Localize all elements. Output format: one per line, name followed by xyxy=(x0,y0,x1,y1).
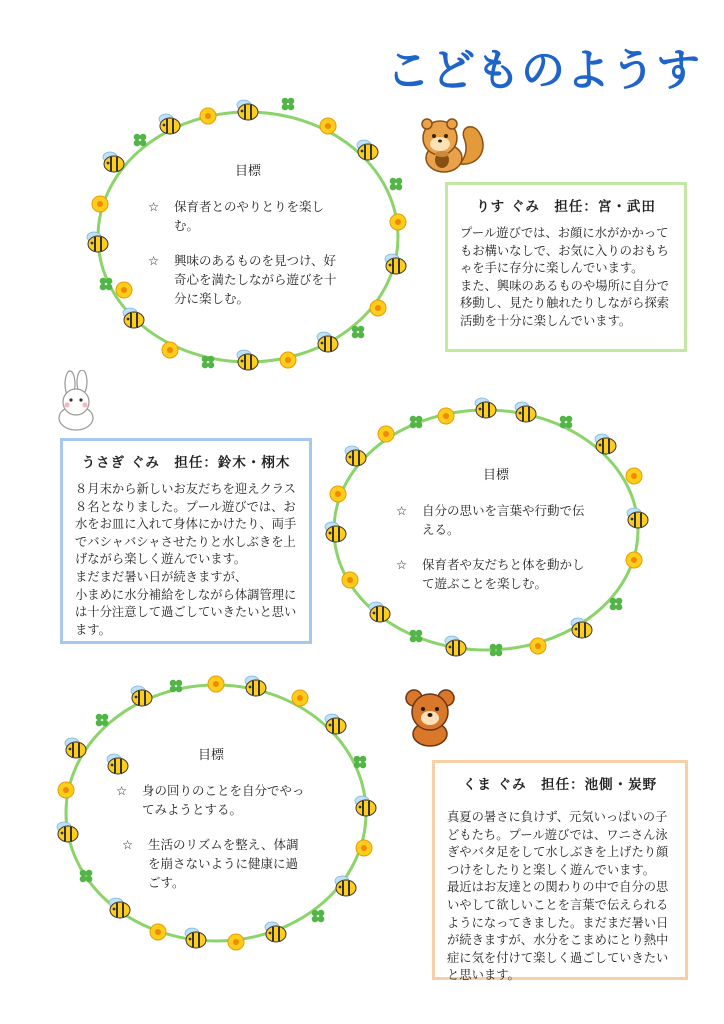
star-icon: ☆ xyxy=(116,783,128,798)
report-paragraph: 最近はお友達との関わりの中で自分の思いやして欲しいことを言葉で伝えられるようになってきました。まだまだ暑い日が続きますが、水分をこまめにとり熱中症に気を付けて楽しく過ごしていきたいと思います。 xyxy=(447,880,669,983)
report-paragraph: 真夏の暑さに負けず、元気いっぱいの子どもたち。プール遊びでは、ワニさん泳ぎやバタ足をして水しぶきを上げたり顔つけをしたりと楽しく遊んでいます。 xyxy=(447,810,669,877)
goal-text: 生活のリズムを整え、体調を崩さないように健康に過ごす。 xyxy=(148,837,299,890)
kuma-goals xyxy=(116,746,306,908)
report-paragraph: プール遊びでは、お顔に水がかかってもお構いなしで、お気に入りのおもちゃを手に存分に楽しんでいます。 xyxy=(460,226,669,276)
goal-text: 保育者や友だちと体を動かして遊ぶことを楽しむ。 xyxy=(422,557,585,591)
star-icon: ☆ xyxy=(148,199,160,214)
goals-heading: 目標 xyxy=(234,164,261,179)
class-header: りす ぐみ 担任：宮・武田 xyxy=(476,199,656,215)
goal-text: 保育者とのやりとりを楽しむ。 xyxy=(174,199,325,233)
report-paragraph: また、興味のあるものや場所に自分で移動し、見たり触れたりしながら探索活動を十分に楽しんでいます。 xyxy=(460,278,670,328)
goal-item xyxy=(148,197,348,235)
goal-item xyxy=(396,555,596,593)
report-paragraph: 小まめに水分補給をしながら体調管理には十分注意して過ごしていきたいと思います。 xyxy=(75,587,297,637)
class-header: うさぎ ぐみ 担任：鈴木・栩木 xyxy=(81,455,291,471)
risu-class-box xyxy=(445,182,687,352)
class-report xyxy=(75,481,297,639)
goal-item xyxy=(116,835,306,892)
goal-item xyxy=(396,501,596,539)
star-icon: ☆ xyxy=(396,557,408,572)
star-icon: ☆ xyxy=(122,837,134,852)
risu-goals xyxy=(148,162,348,324)
goal-item xyxy=(148,251,348,308)
star-icon: ☆ xyxy=(148,253,160,268)
usagi-class-box xyxy=(60,438,312,644)
usagi-goals xyxy=(396,466,596,609)
star-icon: ☆ xyxy=(396,503,408,518)
goals-heading: 目標 xyxy=(482,468,509,483)
squirrel-icon xyxy=(414,114,492,176)
page-title: こどものようす xyxy=(386,45,701,96)
class-report xyxy=(460,225,672,331)
bear-icon xyxy=(402,686,460,748)
class-report xyxy=(447,809,673,985)
report-paragraph: ８月末から新しいお友だちを迎えクラス８名となりました。プール遊びでは、お水をお皿に入れて身体にかけたり、両手でバシャバシャさせたりと水しぶきを上げながら楽しく遊んでいます。 xyxy=(75,482,297,567)
goal-text: 身の回りのことを自分でやってみようとする。 xyxy=(142,783,305,817)
goal-item xyxy=(116,781,306,819)
goal-text: 自分の思いを言葉や行動で伝える。 xyxy=(422,503,585,537)
goals-heading: 目標 xyxy=(197,748,224,763)
goal-text: 興味のあるものを見つけ、好奇心を満たしながら遊びを十分に楽しむ。 xyxy=(174,253,337,306)
kuma-class-box xyxy=(432,760,688,983)
rabbit-icon xyxy=(50,370,104,432)
class-header: くま ぐみ 担任：池側・炭野 xyxy=(462,777,658,793)
report-paragraph: まだまだ暑い日が続きますが、 xyxy=(75,569,248,584)
